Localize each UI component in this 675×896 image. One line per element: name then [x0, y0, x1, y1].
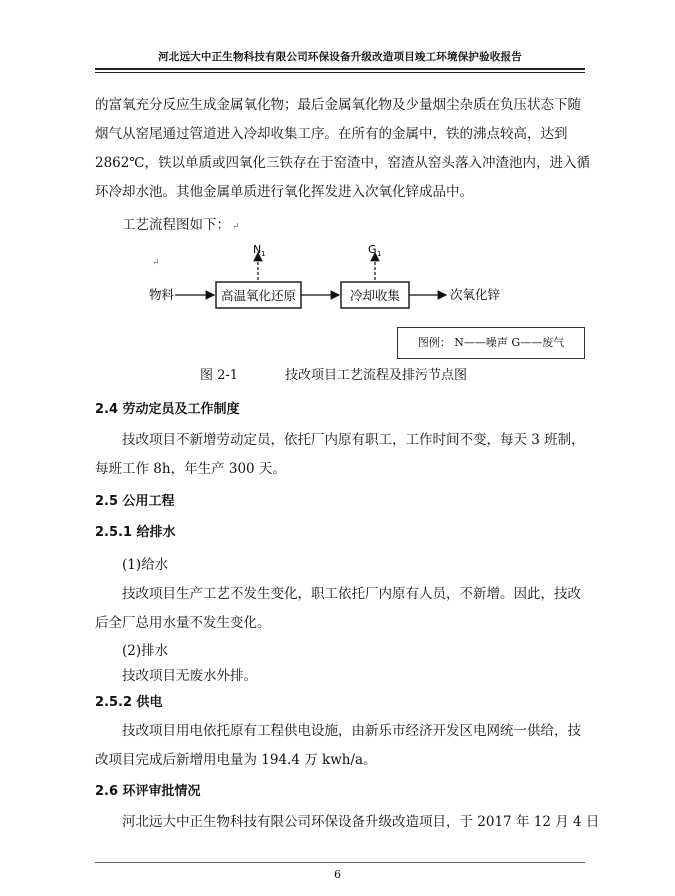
- flowchart-legend: 图例： N——噪声 G——废气: [397, 327, 585, 359]
- s251-sub2-line: 技改项目无废水外排。: [122, 668, 257, 684]
- s252-line-2: 改项目完成后新增用电量为 194.4 万 kwh/a。: [95, 752, 377, 768]
- gas-subscript: 1: [377, 250, 382, 258]
- noise-label: N: [253, 243, 262, 256]
- s26-line-1: 河北远大中正生物科技有限公司环保设备升级改造项目，于 2017 年 12 月 4 日: [122, 814, 600, 830]
- flow-input-label: 物料: [149, 287, 175, 302]
- s251-sub2: (2)排水: [122, 643, 169, 659]
- report-header-title: 河北远大中正生物科技有限公司环保设备升级改造项目竣工环境保护验收报告: [158, 51, 522, 63]
- heading-2-5-2: 2.5.2 供电: [95, 695, 163, 710]
- figure-caption: 技改项目工艺流程及排污节点图: [285, 368, 468, 383]
- header-rule-thick: [95, 68, 585, 70]
- gas-label: G: [368, 243, 377, 256]
- heading-2-6: 2.6 环评审批情况: [95, 784, 201, 799]
- noise-subscript: 1: [261, 250, 266, 258]
- intro-line-1: 的富氧充分反应生成金属氧化物；最后金属氧化物及少量烟尘杂质在负压状态下随: [95, 97, 581, 113]
- footer-rule: [95, 862, 585, 863]
- s24-line-1: 技改项目不新增劳动定员，依托厂内原有职工，工作时间不变，每天 3 班制，: [122, 432, 585, 448]
- return-mark: ↵: [152, 258, 160, 268]
- intro-line-2: 烟气从窑尾通过管道进入冷却收集工序。在所有的金属中，铁的沸点较高，达到: [95, 126, 568, 142]
- s24-line-2: 每班工作 8h，年生产 300 天。: [95, 461, 286, 477]
- s251-sub1: (1)给水: [122, 557, 169, 573]
- box1-label: 高温氧化还原: [220, 288, 297, 303]
- intro-line-4: 环冷却水池。其他金属单质进行氧化挥发进入次氧化锌成品中。: [95, 184, 473, 200]
- header-rule-thin: [95, 72, 585, 73]
- page-number: 6: [334, 868, 341, 881]
- s251-sub1-line-2: 后全厂总用水量不发生变化。: [95, 615, 271, 631]
- s251-sub1-line-1: 技改项目生产工艺不发生变化，职工依托厂内原有人员，不新增。因此，技改: [122, 586, 581, 602]
- heading-2-5: 2.5 公用工程: [95, 494, 175, 509]
- flow-intro: 工艺流程图如下： ↵: [122, 217, 240, 233]
- heading-2-5-1: 2.5.1 给排水: [95, 525, 176, 540]
- intro-line-3: 2862℃，铁以单质或四氧化三铁存在于窑渣中，窑渣从窑头落入冲渣池内，进入循: [95, 155, 590, 171]
- s252-line-1: 技改项目用电依托原有工程供电设施，由新乐市经济开发区电网统一供给，技: [122, 723, 581, 739]
- figure-number: 图 2-1: [200, 368, 239, 383]
- flow-output-label: 次氧化锌: [450, 287, 501, 302]
- heading-2-4: 2.4 劳动定员及工作制度: [95, 402, 240, 417]
- box2-label: 冷却收集: [349, 288, 401, 303]
